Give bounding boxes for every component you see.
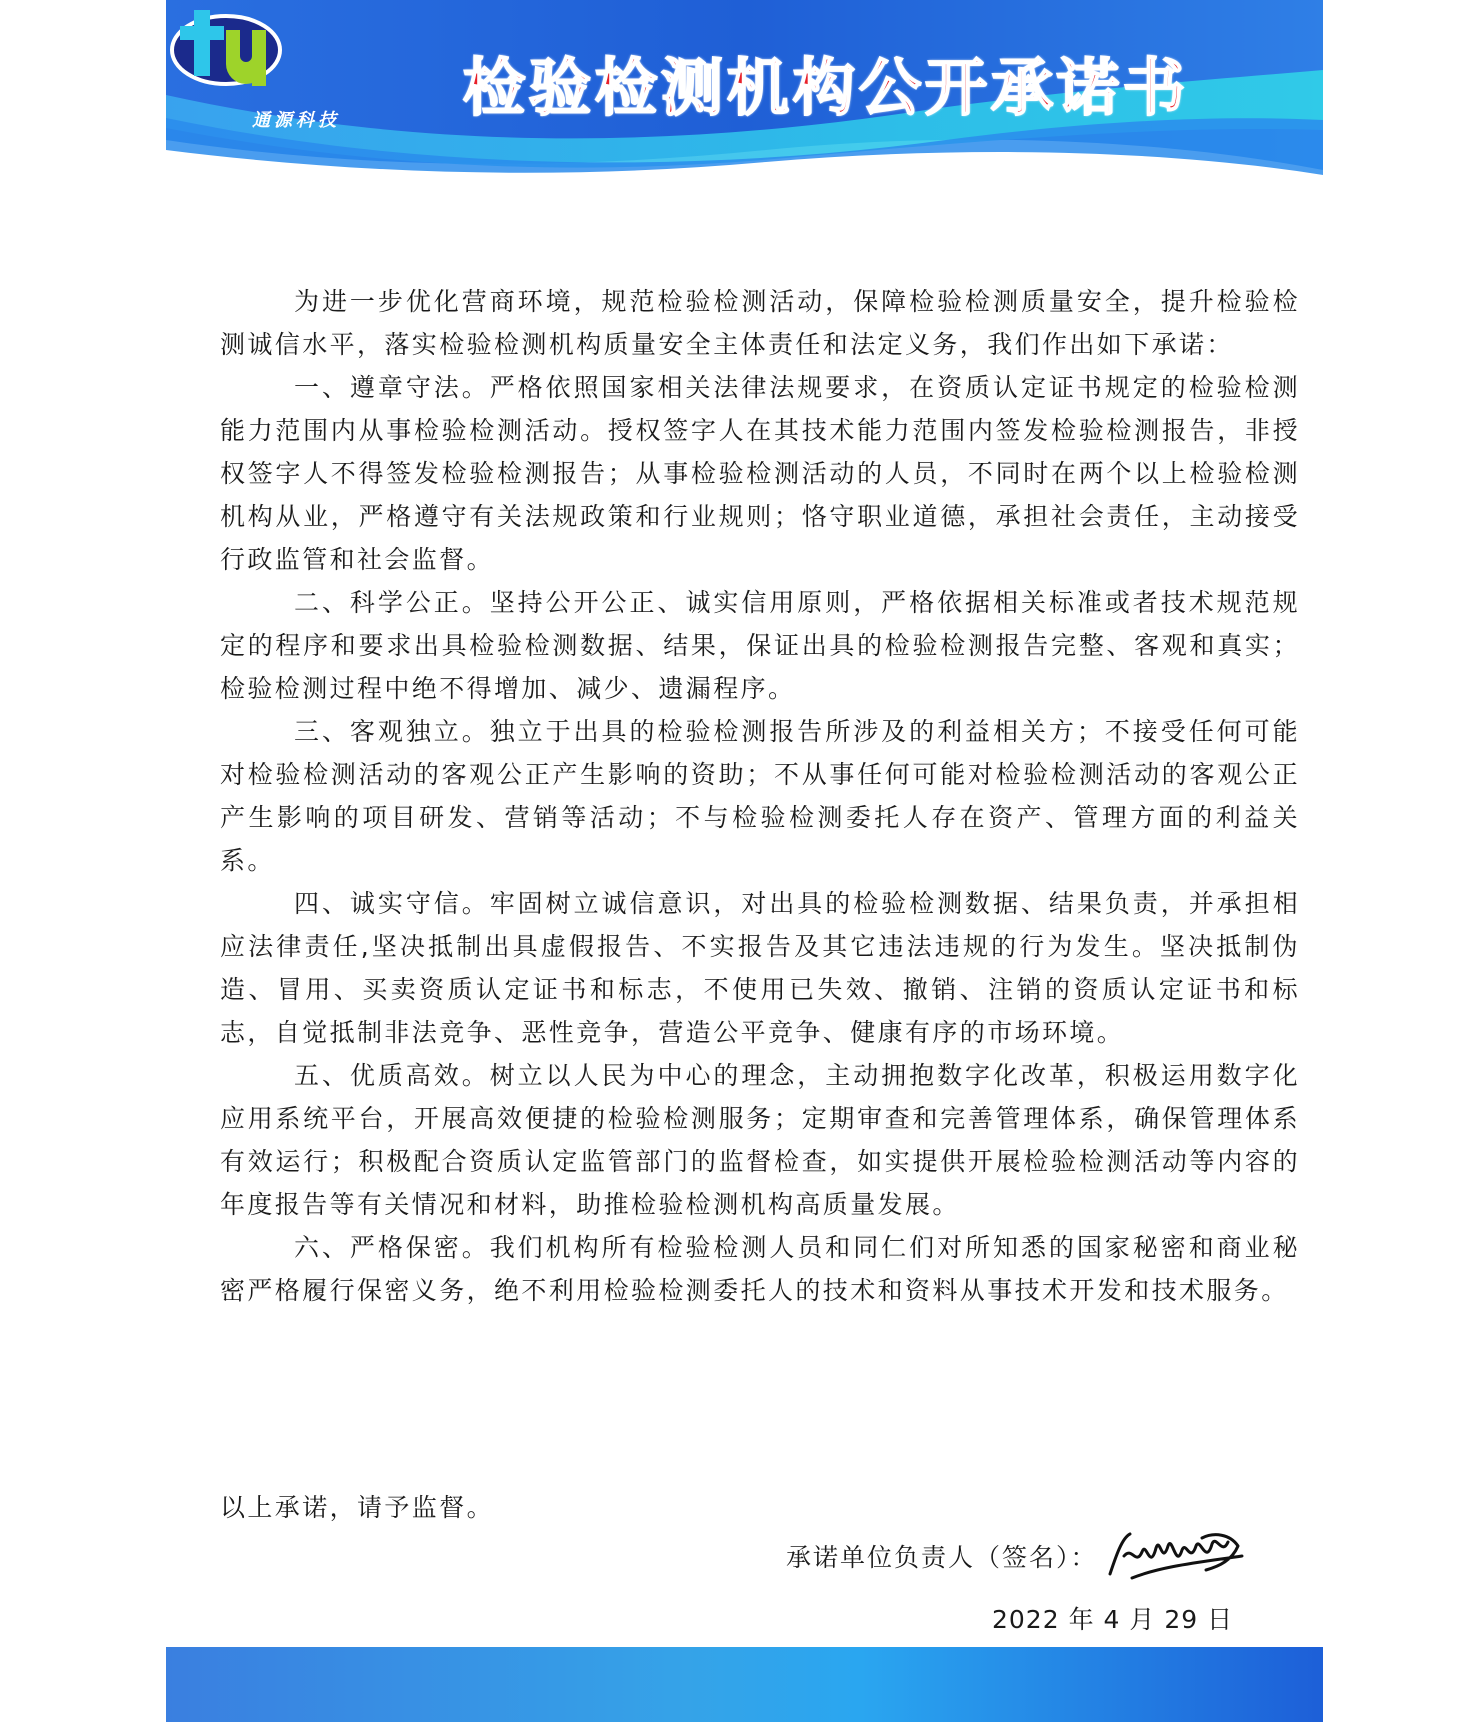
signature-label: 承诺单位负责人（签名）： — [786, 1543, 1098, 1572]
handwritten-signature — [1102, 1526, 1252, 1586]
company-logo — [166, 0, 286, 120]
paragraph-intro: 为进一步优化营商环境，规范检验检测活动，保障检验检测质量安全，提升检验检测诚信水平，落实检验检测机构质量安全主体责任和法定义务，我们作出如下承诺： — [220, 287, 1300, 359]
signature-row — [786, 1526, 1252, 1586]
paragraph-item-5: 五、优质高效。树立以人民为中心的理念，主动拥抱数字化改革，积极运用数字化应用系统平台，开展高效便捷的检验检测服务；定期审查和完善管理体系，确保管理体系有效运行；积极配合资质认定监管部门的监督检查，如实提供开展检验检测活动等内容的年度报告等有关情况和材料，助推检验检测机构高质量发展。 — [220, 1061, 1300, 1219]
paragraph-item-4: 四、诚实守信。牢固树立诚信意识，对出具的检验检测数据、结果负责，并承担相应法律责任,坚决抵制出具虚假报告、不实报告及其它违法违规的行为发生。坚决抵制伪造、冒用、买卖资质认定证书和标志，不使用已失效、撤销、注销的资质认定证书和标志，自觉抵制非法竞争、恶性竞争，营造公平竞争、健康有序的市场环境。 — [220, 889, 1300, 1047]
paragraph-item-6: 六、严格保密。我们机构所有检验检测人员和同仁们对所知悉的国家秘密和商业秘密严格履行保密义务，绝不利用检验检测委托人的技术和资料从事技术开发和技术服务。 — [220, 1233, 1300, 1305]
logo-text: 通源科技 — [252, 110, 340, 131]
commitment-body — [220, 280, 1300, 1312]
date: 2022 年 4 月 29 日 — [992, 1605, 1234, 1634]
paragraph-item-1: 一、遵章守法。严格依照国家相关法律法规要求，在资质认定证书规定的检验检测能力范围内从事检验检测活动。授权签字人在其技术能力范围内签发检验检测报告，非授权签字人不得签发检验检测报告；从事检验检测活动的人员，不同时在两个以上检验检测机构从业，严格遵守有关法规政策和行业规则；恪守职业道德，承担社会责任，主动接受行政监管和社会监督。 — [220, 373, 1300, 574]
page-title: 检验检测机构公开承诺书 — [462, 51, 1189, 124]
footer-band — [166, 1647, 1323, 1722]
header-banner — [166, 0, 1323, 180]
closing-statement: 以上承诺，请予监督。 — [220, 1493, 495, 1522]
paragraph-item-2: 二、科学公正。坚持公开公正、诚实信用原则，严格依据相关标准或者技术规范规定的程序和要求出具检验检测数据、结果，保证出具的检验检测报告完整、客观和真实；检验检测过程中绝不得增加、减少、遗漏程序。 — [220, 588, 1300, 703]
document-page — [166, 0, 1323, 1722]
paragraph-item-3: 三、客观独立。独立于出具的检验检测报告所涉及的利益相关方；不接受任何可能对检验检测活动的客观公正产生影响的资助；不从事任何可能对检验检测活动的客观公正产生影响的项目研发、营销等活动；不与检验检测委托人存在资产、管理方面的利益关系。 — [220, 717, 1300, 875]
